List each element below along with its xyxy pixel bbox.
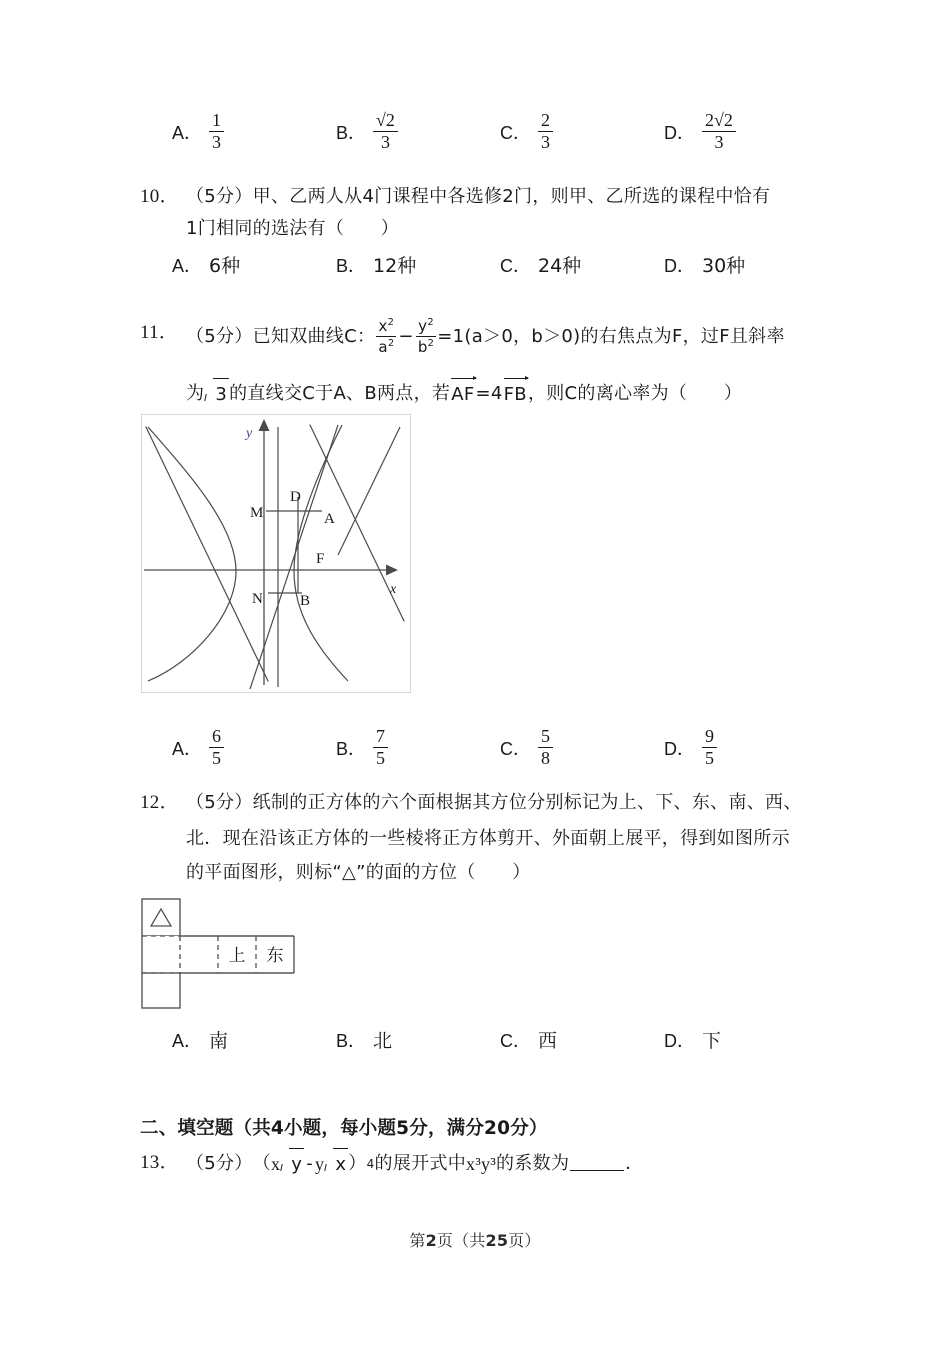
q9-option-c-numerator: 2 bbox=[538, 111, 553, 132]
q11-frac1-numerator: $x^2$ bbox=[378, 317, 395, 335]
point-label-N: N bbox=[252, 591, 263, 607]
q12-number: 12． bbox=[140, 792, 179, 813]
q12-text-line1: 纸制的正方体的六个面根据其方位分别标记为上、下、东、南、西、 bbox=[252, 792, 802, 813]
q13-answer-blank[interactable] bbox=[570, 1157, 624, 1171]
q10-option-c-value: 24种 bbox=[538, 255, 582, 277]
q11-option-b-label: B． bbox=[336, 739, 367, 760]
q11-option-b-fraction: $\frac{7}{5}$ bbox=[373, 727, 388, 768]
q9-option-d-label: D． bbox=[664, 123, 695, 144]
q12-option-d-value: 下 bbox=[702, 1030, 722, 1052]
q11-line2-a: 为 bbox=[186, 383, 205, 404]
q11-frac1-denominator: $a^2$ bbox=[378, 337, 395, 356]
q10-option-a-value: 6种 bbox=[209, 255, 241, 277]
q11-stem-line1 bbox=[186, 318, 785, 357]
q13-power: 4 bbox=[366, 1157, 375, 1171]
q9-option-c[interactable] bbox=[500, 112, 553, 153]
point-label-D: D bbox=[290, 489, 301, 505]
q9-option-d-numerator: 2√2 bbox=[702, 111, 736, 132]
q11-frac2-numerator: $y^2$ bbox=[418, 317, 434, 335]
q12-stem-line1 bbox=[186, 788, 802, 818]
q12-option-a-label: A． bbox=[172, 1030, 203, 1051]
q12-option-a[interactable] bbox=[172, 1026, 228, 1053]
q12-stem-line2: 北．现在沿该正方体的一些棱将正方体剪开、外面朝上展平，得到如图所示 bbox=[186, 828, 790, 849]
net-cell-right-1 bbox=[180, 936, 218, 973]
q10-option-a[interactable] bbox=[172, 251, 240, 278]
q11-option-a-label: A． bbox=[172, 739, 203, 760]
q9-option-b-numerator: √2 bbox=[373, 111, 398, 132]
q12-option-d[interactable] bbox=[664, 1026, 721, 1053]
q12-option-c[interactable] bbox=[500, 1026, 557, 1053]
q10-option-d-label: D． bbox=[664, 255, 695, 276]
cube-net-diagram bbox=[140, 897, 345, 1010]
q12-option-b[interactable] bbox=[336, 1026, 392, 1053]
q11-score: （5分） bbox=[186, 326, 253, 348]
q9-option-a[interactable] bbox=[172, 112, 224, 153]
q10-option-b[interactable] bbox=[336, 251, 416, 278]
q9-option-b-label: B． bbox=[336, 123, 367, 144]
q9-option-c-denominator: 3 bbox=[541, 131, 550, 152]
q13-stem bbox=[186, 1148, 644, 1180]
q11-line2-b: 的直线交C于A、B两点，若 bbox=[229, 383, 451, 404]
q10-score: （5分） bbox=[186, 186, 253, 207]
q12-option-c-value: 西 bbox=[538, 1030, 558, 1052]
q12-option-c-label: C． bbox=[500, 1030, 531, 1051]
q13-close-paren: ） bbox=[348, 1153, 367, 1174]
q13-minus: - bbox=[306, 1153, 314, 1174]
q13-x1: x bbox=[270, 1154, 281, 1174]
q11-option-c-label: C． bbox=[500, 739, 531, 760]
q9-option-a-numerator: 1 bbox=[209, 111, 224, 132]
point-label-M: M bbox=[250, 505, 264, 521]
q11-frac2-denominator: $b^2$ bbox=[417, 337, 435, 356]
q10-number: 10． bbox=[140, 186, 179, 207]
q11-fraction-x-over-a bbox=[376, 317, 396, 356]
q9-option-d[interactable] bbox=[664, 112, 736, 153]
q11-option-d-label: D． bbox=[664, 739, 695, 760]
q10-option-c-label: C． bbox=[500, 255, 531, 276]
q9-option-a-denominator: 3 bbox=[212, 131, 222, 152]
q13-text-end: 的系数为 bbox=[496, 1153, 570, 1174]
q9-option-a-fraction bbox=[209, 111, 224, 152]
q10-option-b-label: B． bbox=[336, 255, 367, 276]
q11-vector-fb: FB bbox=[504, 378, 527, 410]
q11-sqrt-3: 3 bbox=[204, 378, 229, 410]
q12-option-a-value: 南 bbox=[209, 1030, 229, 1052]
q13-text-mid: 的展开式中 bbox=[374, 1153, 467, 1174]
x-axis-label: x bbox=[390, 582, 397, 597]
q11-option-d[interactable] bbox=[664, 728, 717, 769]
q9-option-b-denominator: 3 bbox=[380, 131, 390, 152]
q12-option-b-label: B． bbox=[336, 1030, 367, 1051]
q9-option-b[interactable] bbox=[336, 112, 398, 153]
footer-prefix: 第 bbox=[409, 1231, 426, 1250]
q12-option-d-label: D． bbox=[664, 1030, 695, 1051]
q12-options-row bbox=[140, 1026, 840, 1060]
q11-stem-b: =1(a＞0，b＞0)的右焦点为F，过F且斜率 bbox=[437, 326, 785, 348]
net-label-dong: 东 bbox=[266, 946, 284, 966]
q10-stem-line1 bbox=[186, 182, 770, 212]
q11-option-a-fraction: $\frac{6}{5}$ bbox=[209, 727, 224, 768]
footer-middle: 页（共 bbox=[436, 1231, 486, 1250]
q11-number: 11． bbox=[140, 322, 179, 343]
q10-text-line1: 甲、乙两人从4门课程中各选修2门，则甲、乙所选的课程中恰有 bbox=[252, 186, 771, 207]
q11-vector-af: AF bbox=[451, 378, 474, 410]
q10-option-b-value: 12种 bbox=[373, 255, 417, 277]
point-label-F: F bbox=[316, 551, 325, 567]
section-2-heading: 二、填空题（共4小题，每小题5分，满分20分） bbox=[140, 1118, 548, 1139]
q12-option-b-value: 北 bbox=[373, 1030, 393, 1052]
q13-sqrt-y: y bbox=[280, 1148, 304, 1180]
q11-options-row bbox=[140, 726, 840, 768]
q11-fraction-y-over-b bbox=[416, 317, 436, 356]
page-footer bbox=[0, 1228, 950, 1251]
q10-option-a-label: A． bbox=[172, 255, 203, 276]
q9-option-a-label: A． bbox=[172, 123, 203, 144]
q13-score: （5分） bbox=[186, 1153, 253, 1174]
q13-sqrt-x: x bbox=[324, 1148, 348, 1180]
q9-option-c-fraction bbox=[538, 111, 553, 152]
q10-option-c[interactable] bbox=[500, 251, 581, 278]
q13-open-paren: （ bbox=[252, 1153, 271, 1174]
q13-period: ． bbox=[625, 1153, 644, 1174]
q10-options-row bbox=[140, 251, 840, 285]
q9-option-d-denominator: 3 bbox=[714, 131, 724, 152]
footer-suffix: 页） bbox=[508, 1231, 541, 1250]
q11-option-c-fraction: $\frac{5}{8}$ bbox=[538, 727, 553, 768]
q9-option-c-label: C． bbox=[500, 123, 531, 144]
q11-line2-c: ，则C的离心率为（ ） bbox=[527, 383, 743, 404]
q11-minus-sign: − bbox=[398, 326, 414, 348]
net-cell-bottom bbox=[142, 973, 180, 1008]
q11-option-c[interactable] bbox=[500, 728, 553, 769]
q13-number: 13． bbox=[140, 1152, 179, 1173]
net-cell-top bbox=[142, 899, 180, 936]
q11-stem-a: 已知双曲线C： bbox=[252, 326, 376, 348]
footer-total-pages: 25 bbox=[485, 1231, 509, 1250]
q11-option-a[interactable] bbox=[172, 728, 224, 769]
q12-score: （5分） bbox=[186, 792, 253, 813]
q9-options-row bbox=[140, 110, 840, 152]
q10-stem-line2: 1门相同的选法有（ ） bbox=[186, 218, 400, 239]
q11-stem-line2 bbox=[186, 378, 742, 410]
q9-option-d-fraction bbox=[702, 111, 736, 152]
q10-option-d-value: 30种 bbox=[702, 255, 746, 277]
point-label-B: B bbox=[300, 593, 311, 609]
q11-option-b[interactable] bbox=[336, 728, 388, 769]
q11-option-d-fraction: $\frac{9}{5}$ bbox=[702, 727, 717, 768]
q9-option-b-fraction bbox=[373, 111, 398, 152]
q12-stem-line3: 的平面图形，则标“△”的面的方位（ ） bbox=[186, 862, 531, 883]
net-label-shang: 上 bbox=[228, 946, 246, 966]
q13-coefficient-term: x³y³ bbox=[466, 1154, 497, 1174]
q10-option-d[interactable] bbox=[664, 251, 745, 278]
footer-page-number: 2 bbox=[425, 1231, 437, 1250]
q11-eq4: =4 bbox=[475, 383, 503, 404]
q13-y1: y bbox=[315, 1154, 325, 1174]
point-label-A: A bbox=[324, 511, 335, 527]
hyperbola-diagram bbox=[141, 414, 411, 693]
y-axis-label: y bbox=[246, 426, 253, 441]
